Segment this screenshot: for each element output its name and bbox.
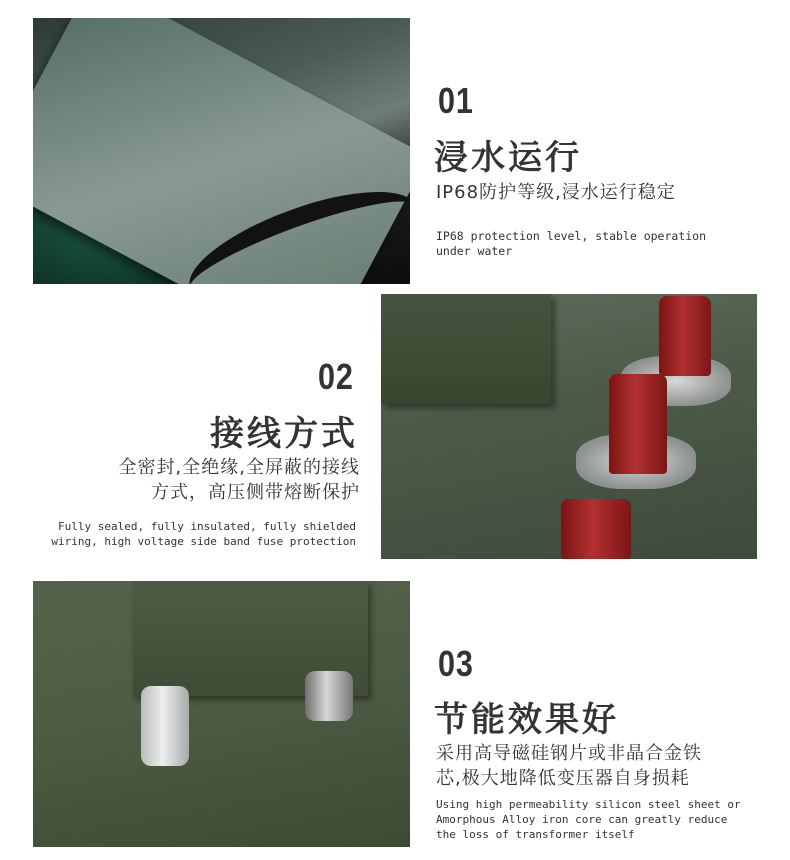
section-english xyxy=(51,519,356,549)
section-english xyxy=(436,229,706,259)
section-subtitle xyxy=(119,455,360,505)
section-number: 01 xyxy=(438,80,474,121)
section-title: 接线方式 xyxy=(210,414,358,454)
section-subtitle: IP68防护等级,浸水运行稳定 xyxy=(436,182,676,203)
subtitle-line: 采用高导磁硅钢片或非晶合金铁 xyxy=(436,743,702,764)
section-number: 02 xyxy=(318,356,354,397)
subtitle-line: 芯,极大地降低变压器自身损耗 xyxy=(436,768,690,789)
english-line: Fully sealed, fully insulated, fully shielded xyxy=(57,520,356,533)
english-line: IP68 protection level, stable operation xyxy=(436,229,707,243)
subtitle-line: 全密封,全绝缘,全屏蔽的接线 xyxy=(118,457,360,478)
subtitle-line: 方式，高压侧带熔断保护 xyxy=(151,482,360,503)
photo-transformer-top xyxy=(33,581,410,847)
section-title: 节能效果好 xyxy=(434,700,619,740)
section-number: 03 xyxy=(438,643,474,684)
section-title: 浸水运行 xyxy=(434,138,582,178)
english-line: under water xyxy=(436,244,513,258)
english-line: Amorphous Alloy iron core can greatly reduce xyxy=(436,813,728,826)
photo-submerged-transformer xyxy=(33,18,410,284)
english-line: wiring, high voltage side band fuse protection xyxy=(51,535,356,548)
section-subtitle xyxy=(436,741,702,791)
english-line: the loss of transformer itself xyxy=(436,828,635,841)
photo-bushings xyxy=(381,294,757,559)
section-english xyxy=(436,797,741,842)
english-line: Using high permeability silicon steel sheet or xyxy=(436,798,741,811)
